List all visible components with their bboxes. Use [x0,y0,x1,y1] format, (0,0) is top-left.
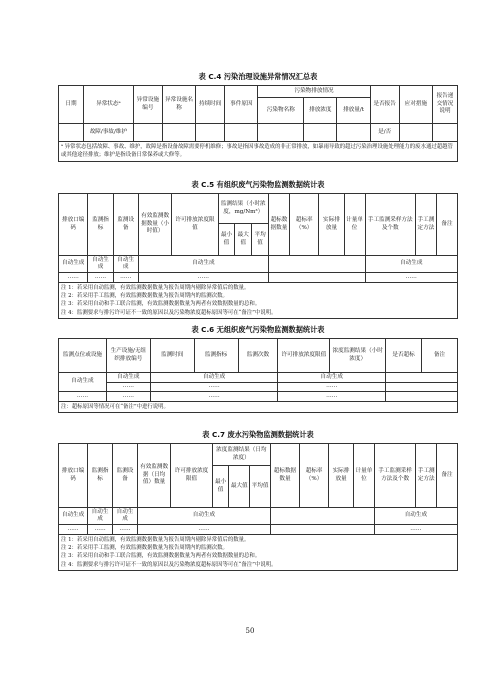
table-c6 [58,338,458,402]
table-cell: 故障/事故/维护 [83,124,133,142]
table-c6-section [58,325,458,413]
header-cell: 超标数据数量 [268,194,289,256]
table-cell: …… [59,273,88,283]
table-cell: 自动生成 [59,508,88,525]
header-cell: 最小值 [212,466,229,508]
header-cell: 备注 [422,339,458,373]
table-c7-caption: 表 C.7 废水污染物监测数据统计表 [202,430,314,439]
header-cell: 报告递交情况说明 [432,86,457,124]
table-cell: …… [137,525,270,535]
header-cell: 监测设备 [113,194,138,256]
table-cell: …… [88,525,113,535]
table-cell: …… [374,525,457,535]
table-cell: 自动生成 [113,508,138,525]
header-cell: 排放口编码 [59,444,88,508]
note-line: 注 4：监测要求与排污许可证不一致的原因以及污染物浓度超标原因等可在“备注”中说明。 [61,309,277,316]
header-cell: 超标率（%） [289,194,318,256]
table-c5 [58,193,458,283]
table-c4 [58,85,458,142]
header-cell: 许可排放浓度限值 [171,444,213,508]
table-cell: …… [365,273,457,283]
header-cell: 最大值 [229,466,250,508]
header-cell: 监测指标 [88,444,113,508]
header-cell: 监测次数 [238,339,278,373]
table-cell: 自动生成 [137,508,270,525]
table-cell: 自动生成 [59,256,88,273]
header-cell: 实际排放量 [329,444,354,508]
table-cell: …… [150,392,278,402]
header-cell: 许可排放浓度限值 [278,339,330,373]
header-cell: 污染物名称 [258,98,304,124]
header-cell: 应对措施 [399,86,432,124]
table-cell: 自动生成 [278,373,386,383]
note-line: 注 4：监测要求与排污许可证不一致的原因以及污染物浓度超标原因等可在“备注”中说明。 [61,561,277,568]
header-cell: 超标率（%） [300,444,329,508]
header-cell: 超标数据数量 [270,444,299,508]
table-cell: 自动生成 [374,508,457,525]
table-c6-caption: 表 C.6 无组织废气污染物监测数据统计表 [191,325,325,334]
table-cell: 自动生成 [59,373,107,392]
header-cell: 最小值 [218,224,235,256]
header-cell: 持续时间 [196,86,225,124]
table-cell: …… [113,525,138,535]
table-cell: …… [150,382,278,392]
note-line: 注 1：若采用自动监测，有效监测数据数量为报告周期内剔除异常值后的数量。 [61,536,250,543]
header-cell: 手工测定方法 [415,194,436,256]
note-line: 注 3：若采用自动和手工联合监测，有效监测数据数量为两者有效数据数量的总和。 [61,553,261,560]
header-cell: 是否超标 [386,339,422,373]
header-cell: 排放量/t [337,98,370,124]
header-cell: 平均值 [250,466,271,508]
header-cell: 监测时间 [150,339,194,373]
table-cell: 自动生成 [88,256,113,273]
table-cell: …… [278,392,386,402]
note-line: 注 2：若采用手工监测，有效监测数据数量为报告周期内的监测次数。 [61,545,228,552]
table-c7 [58,443,458,535]
table-cell: …… [106,392,150,402]
table-c6-note: 注：超标原因等情况可在“备注”中进行说明。 [58,402,458,413]
table-c4-caption: 表 C.4 污染治理设施异常情况汇总表 [198,72,318,81]
header-cell: 实际排放量 [319,194,344,256]
table-cell: 自动生成 [88,508,113,525]
table-cell: …… [59,392,107,402]
header-cell: 监测指标 [88,194,113,256]
header-cell: 备注 [437,444,458,508]
table-c7-notes [58,535,458,572]
table-cell: 是/否 [370,124,399,142]
header-cell: 日期 [59,86,84,124]
header-cell: 手工测定方法 [416,444,437,508]
table-c5-caption: 表 C.5 有组织废气污染物监测数据统计表 [191,180,325,189]
table-cell: …… [278,382,386,392]
note-line: 注 2：若采用手工监测，有效监测数据数量为报告周期内的监测次数。 [61,293,228,300]
table-cell: 自动生成 [365,256,457,273]
table-cell: …… [106,382,150,392]
header-cell: 浓度监测结果（小时浓度） [330,339,386,373]
table-cell: 自动生成 [138,256,268,273]
table-cell: …… [138,273,268,283]
header-cell: 异常状态ᵃ [83,86,133,124]
header-cell: 排放口编码 [59,194,88,256]
header-cell: 有效监测数据（日均值）数量 [137,444,170,508]
header-cell: 计量单位 [344,194,365,256]
header-cell: 监测点位或设施 [59,339,107,373]
header-cell: 生产设施/无组织排放编号 [106,339,150,373]
header-cell: 有效监测数据数量（小时值） [138,194,172,256]
header-cell: 污染物排放情况 [258,86,370,98]
table-c5-section [58,180,458,319]
header-cell: 许可排放浓度限值 [172,194,218,256]
header-cell: 异常设施名称 [162,86,195,124]
table-c4-section [58,72,458,162]
header-cell: 排放浓度 [304,98,337,124]
table-cell: 自动生成 [150,373,278,383]
table-c7-section [58,430,458,571]
header-cell: 备注 [436,194,457,256]
header-cell: 监测结果（小时浓度，mg/Nm³） [218,194,268,224]
header-cell: 平均值 [252,224,269,256]
header-cell: 手工监测采样方法及个数 [374,444,416,508]
page-number: 50 [245,627,255,635]
note-line: 注 3：若采用自动和手工联合监测，有效监测数据数量为两者有效数据数量的总和。 [61,301,261,308]
header-cell: 计量单位 [354,444,375,508]
table-cell: 自动生成 [106,373,150,383]
header-cell: 事件原因 [225,86,258,124]
header-cell: 是否报告 [370,86,399,124]
note-line: 注 1：若采用自动监测，有效监测数据数量为报告周期内剔除异常值后的数量。 [61,284,250,291]
header-cell: 异常设施编号 [133,86,162,124]
table-cell: …… [88,273,113,283]
table-cell: …… [59,525,88,535]
header-cell: 最大值 [235,224,252,256]
header-cell: 手工监测采样方法及个数 [365,194,415,256]
table-cell: …… [113,273,138,283]
header-cell: 浓度监测结果（日均浓度） [212,444,270,466]
header-cell: 监测指标 [194,339,238,373]
table-c5-notes [58,283,458,320]
table-c4-note: ᵃ 异常状态包括故障、事故、维护，故障是指设备故障需要停机维修；事故是指因事故造成的非正常排放，如暴雨导致的超过污染治理设施处理能力的废水通过超越管或其他途径排放；维护是指设备日常保养或大修等。 [58,142,458,162]
table-cell: 自动生成 [113,256,138,273]
header-cell: 监测设备 [113,444,138,508]
